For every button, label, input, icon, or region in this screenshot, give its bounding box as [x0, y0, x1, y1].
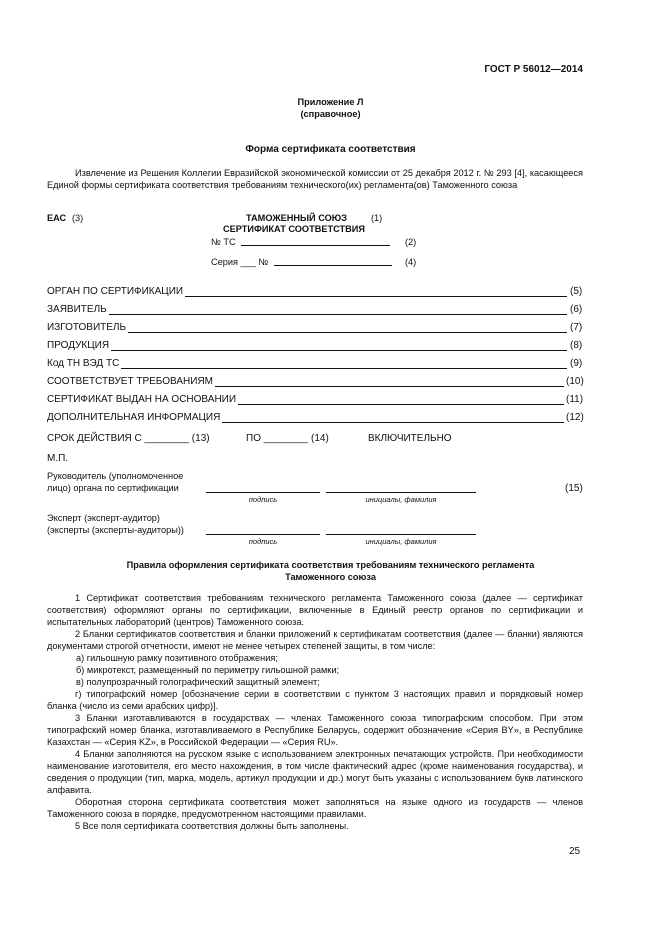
rules-item-b: б) микротекст, размещенный по периметру гильошной рамки;	[76, 665, 340, 675]
rules-paragraph-4b: Оборотная сторона сертификата соответствия может заполняться на языке одного из государств — членов Таможенного союза в порядке, предусмотренном настоящими правилами.	[47, 797, 583, 819]
appendix-subtitle: (справочное)	[300, 109, 361, 119]
appendix-title: Приложение Л	[297, 97, 364, 107]
name-caption: инициалы, фамилия	[365, 537, 437, 546]
series-line	[274, 265, 392, 266]
field-number: (10)	[566, 376, 584, 387]
head-ref: (15)	[565, 483, 583, 494]
field-label: ЗАЯВИТЕЛЬ	[47, 304, 107, 315]
field-label: ДОПОЛНИТЕЛЬНАЯ ИНФОРМАЦИЯ	[47, 412, 221, 423]
series-ref: (4)	[405, 257, 417, 267]
field-number: (12)	[566, 412, 584, 423]
validity-to: ПО ________ (14)	[246, 433, 329, 444]
expert-label-line2: (эксперты (эксперты-аудиторы))	[47, 525, 184, 535]
eac-number: (3)	[72, 213, 84, 223]
head-label-line1: Руководитель (уполномоченное	[47, 471, 184, 481]
field-line	[100, 350, 567, 351]
name-line	[326, 534, 476, 535]
field-label: ОРГАН ПО СЕРТИФИКАЦИИ	[47, 286, 184, 297]
field-line	[100, 332, 567, 333]
customs-union-label: ТАМОЖЕННЫЙ СОЮЗ	[246, 213, 347, 223]
certificate-label: СЕРТИФИКАТ СООТВЕТСТВИЯ	[223, 224, 365, 234]
rules-paragraph-2: 2 Бланки сертификатов соответствия и бланки приложений к сертификатам соответствия (далее — бланки) являются документами строгой отчетности, имеют не менее четырех степеней защиты, в том числе:	[47, 629, 583, 651]
field-label: ИЗГОТОВИТЕЛЬ	[47, 322, 127, 333]
eac-label: ЕАС	[47, 213, 67, 223]
rules-paragraph-3: 3 Бланки изготавливаются в государствах — членах Таможенного союза типографским способом. При этом типографский номер бланка, изготавливаемого в Республике Беларусь, содержит обозначение «Серия BY», в Республике Казахстан — «Серия KZ», в Российской Федерации — «Серия RU».	[47, 713, 583, 747]
rules-paragraph-5: 5 Все поля сертификата соответствия должны быть заполнены.	[75, 821, 349, 831]
expert-label-line1: Эксперт (эксперт-аудитор)	[47, 513, 160, 523]
field-label: ПРОДУКЦИЯ	[47, 340, 110, 351]
rules-item-d: г) типографский номер [обозначение серии в соответствии с пунктом 3 настоящих правил и порядковый номер бланка (число из семи арабских цифр)].	[47, 689, 583, 711]
standard-header: ГОСТ Р 56012—2014	[484, 64, 583, 75]
tc-number-label: № ТС	[211, 237, 236, 247]
field-number: (8)	[570, 340, 583, 351]
field-label: Код ТН ВЭД ТС	[47, 358, 120, 369]
field-number: (11)	[566, 394, 584, 405]
field-line	[100, 368, 567, 369]
field-number: (5)	[570, 286, 583, 297]
intro-text: Извлечение из Решения Коллегии Евразийской экономической комиссии от 25 декабря 2012 г. № 293 [4], касающееся Единой формы сертификата соответствия требованиям технического(их) регламента(ов) Таможенного союза	[47, 168, 583, 190]
field-label: СЕРТИФИКАТ ВЫДАН НА ОСНОВАНИИ	[47, 394, 237, 405]
customs-union-number: (1)	[371, 213, 383, 223]
field-label: СООТВЕТСТВУЕТ ТРЕБОВАНИЯМ	[47, 376, 214, 387]
field-line	[120, 296, 567, 297]
name-line	[326, 492, 476, 493]
rules-paragraph-4: 4 Бланки заполняются на русском языке с использованием электронных печатающих устройств. При необходимости наименование изготовителя, его место нахождения, в том числе фактический адрес (кроме наименования государства), и сведения о продукции (тип, марка, модель, артикул продукции и др.) могут быть указаны с использованием букв латинского алфавита.	[47, 749, 583, 795]
form-title: Форма сертификата соответствия	[245, 144, 416, 155]
rules-paragraph-1: 1 Сертификат соответствия требованиям технического регламента Таможенного союза (далее — сертификат соответствия) оформляют органы по сертификации, включенные в Единый реестр органов по сертификации и испытательных лабораторий (центров) Таможенного союза.	[47, 593, 583, 627]
signature-line	[206, 534, 320, 535]
tc-number-ref: (2)	[405, 237, 417, 247]
field-line	[100, 314, 567, 315]
validity-from: СРОК ДЕЙСТВИЯ С ________ (13)	[47, 433, 210, 444]
head-label-line2: лицо) органа по сертификации	[47, 483, 179, 493]
rules-item-c: в) полупрозрачный голографический защитный элемент;	[76, 677, 320, 687]
tc-number-line	[241, 245, 390, 246]
inclusive-label: ВКЛЮЧИТЕЛЬНО	[368, 433, 452, 444]
series-label: Серия ___ №	[211, 257, 269, 267]
signature-caption: подпись	[248, 495, 278, 504]
rules-title-line1: Правила оформления сертификата соответствия требованиям технического регламента	[126, 560, 535, 570]
field-number: (9)	[570, 358, 583, 369]
field-number: (6)	[570, 304, 583, 315]
name-caption: инициалы, фамилия	[365, 495, 437, 504]
field-number: (7)	[570, 322, 583, 333]
seal-label: М.П.	[47, 453, 69, 464]
rules-title-line2: Таможенного союза	[285, 572, 376, 582]
signature-line	[206, 492, 320, 493]
page-number: 25	[569, 846, 581, 857]
signature-caption: подпись	[248, 537, 278, 546]
rules-item-a: а) гильошную рамку позитивного отображения;	[76, 653, 278, 663]
